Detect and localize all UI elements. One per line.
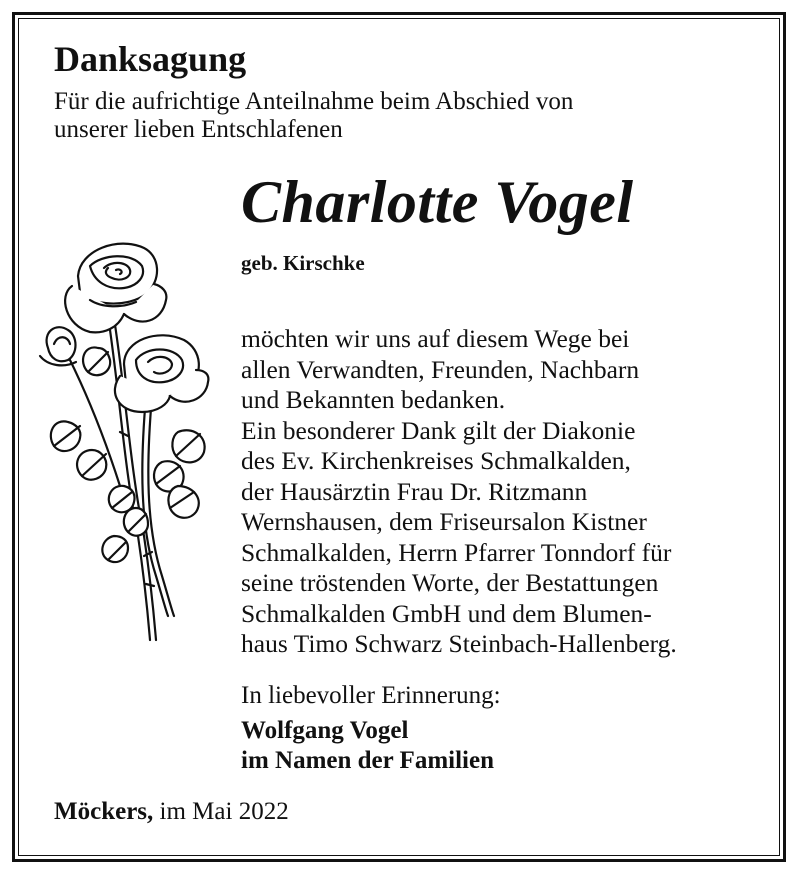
body-line: allen Verwandten, Freunden, Nachbarn [241,354,640,384]
signers [241,716,494,776]
body-line: des Ev. Kirchenkreises Schmalkalden, [241,446,631,475]
roses-illustration-icon [28,236,218,646]
body-line: seine tröstenden Worte, der Bestattungen [241,568,659,597]
body-line: Ein besonderer Dank gilt der Diakonie [241,415,636,445]
intro-text [54,88,573,144]
body-line: Schmalkalden GmbH und dem Blumen- [241,598,652,628]
body-line: Schmalkalden, Herrn Pfarrer Tonndorf für [241,537,672,567]
signer-name: Wolfgang Vogel [241,717,409,744]
body-line: Wernshausen, dem Friseursalon Kistner [241,507,647,536]
signer-note: im Namen der Familien [241,747,494,774]
place: Möckers, [54,798,154,825]
body-line: haus Timo Schwarz Steinbach-Hallenberg. [241,629,677,658]
deceased-name: Charlotte Vogel [241,169,634,235]
maiden-name: geb. Kirschke [241,251,365,275]
intro-line: unserer lieben Entschlafenen [54,116,343,143]
notice-title: Danksagung [54,39,247,79]
place-date [54,798,289,826]
thanks-body [241,324,677,660]
body-line: möchten wir uns auf diesem Wege bei [241,324,630,353]
body-line: und Bekannten bedanken. [241,385,506,414]
intro-line: Für die aufrichtige Anteilnahme beim Abschied von [54,88,574,115]
body-line: der Hausärztin Frau Dr. Ritzmann [241,476,588,506]
memory-phrase: In liebevoller Erinnerung: [241,682,501,709]
date: im Mai 2022 [159,798,289,825]
